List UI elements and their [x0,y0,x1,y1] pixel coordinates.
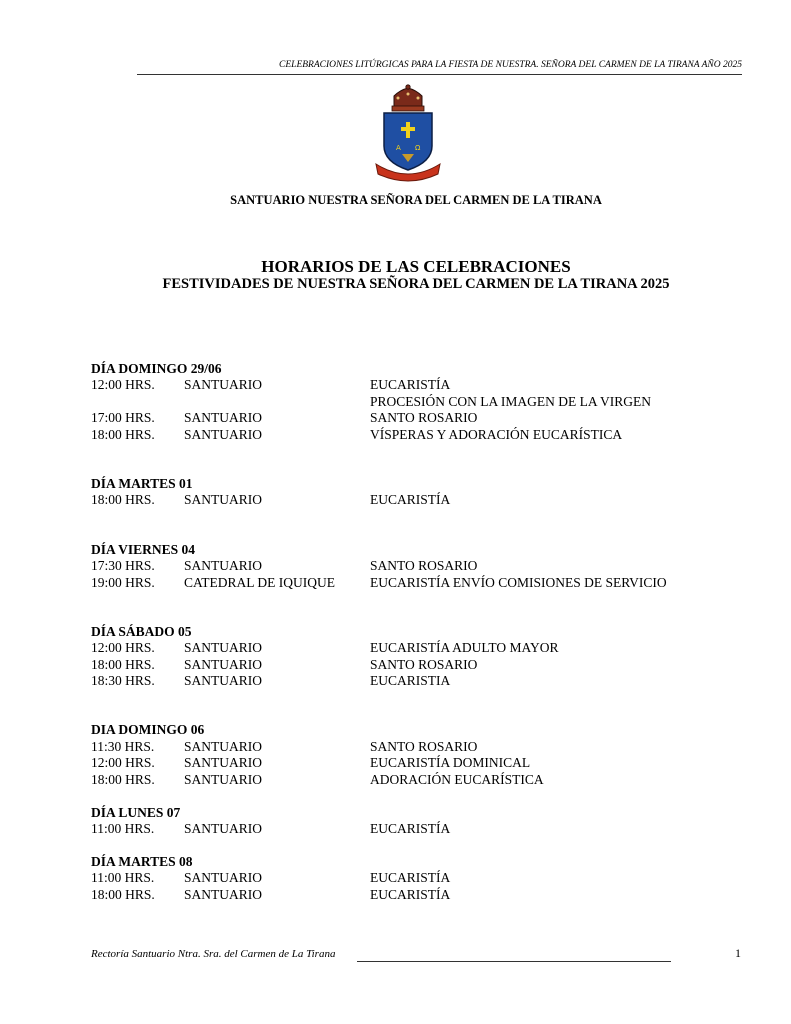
row-place: SANTUARIO [184,820,263,836]
row-event: SANTO ROSARIO [370,738,478,754]
schedule-row [91,640,731,656]
row-time: 11:30 HRS. [91,738,155,754]
row-place: SANTUARIO [184,656,263,672]
row-time: 17:00 HRS. [91,410,155,426]
schedule [91,361,731,903]
row-event: PROCESIÓN CON LA IMAGEN DE LA VIRGEN [370,393,652,409]
day-block [91,805,731,838]
footer-text: Rectoría Santuario Ntra. Sra. del Carmen de La Tirana [91,948,336,960]
day-block [91,361,731,443]
schedule-row [91,410,731,426]
day-title: DÍA DOMINGO 29/06 [91,361,222,376]
row-event: EUCARISTÍA [370,886,451,902]
schedule-row [91,492,731,508]
row-event: EUCARISTÍA [370,377,451,393]
svg-text:A: A [396,144,401,152]
row-place: SANTUARIO [184,492,263,508]
sanctuary-name: SANTUARIO NUESTRA SEÑORA DEL CARMEN DE LA TIRANA [230,193,602,207]
header-divider [137,74,742,75]
row-event: EUCARISTIA [370,673,451,689]
row-event: VÍSPERAS Y ADORACIÓN EUCARÍSTICA [370,426,623,442]
day-title: DIA DOMINGO 06 [91,722,205,738]
row-place: CATEDRAL DE IQUIQUE [184,574,335,590]
row-place: SANTUARIO [184,640,263,656]
row-time: 18:00 HRS. [91,426,155,442]
schedule-row [91,887,731,903]
schedule-row [91,558,731,574]
row-place: SANTUARIO [184,377,263,393]
day-title: DÍA MARTES 01 [91,475,193,491]
day-block [91,854,731,903]
row-event: SANTO ROSARIO [370,410,478,426]
day-block [91,624,731,690]
day-title: DÍA VIERNES 04 [91,541,196,557]
row-place: SANTUARIO [184,870,263,886]
day-title: DÍA MARTES 08 [91,853,193,869]
row-place: SANTUARIO [184,755,263,771]
row-event: ADORACIÓN EUCARÍSTICA [370,771,544,787]
schedule-row [91,821,731,837]
day-title: DÍA LUNES 07 [91,804,181,820]
schedule-row [91,755,731,771]
row-place: SANTUARIO [184,558,263,574]
row-place: SANTUARIO [184,738,263,754]
row-time: 12:00 HRS. [91,755,155,771]
row-place: SANTUARIO [184,771,263,787]
row-time: 18:00 HRS. [91,492,155,508]
schedule-row [91,427,731,443]
row-time: 18:30 HRS. [91,673,155,689]
row-place: SANTUARIO [184,673,263,689]
row-event: EUCARISTÍA DOMINICAL [370,755,531,771]
row-time: 11:00 HRS. [91,820,155,836]
row-place: SANTUARIO [184,426,263,442]
row-event: EUCARISTÍA ENVÍO COMISIONES DE SERVICIO [370,574,667,590]
schedule-row [91,394,731,410]
schedule-row [91,575,731,591]
row-time: 18:00 HRS. [91,886,155,902]
schedule-row [91,657,731,673]
page-number: 1 [735,946,741,960]
schedule-row [91,673,731,689]
day-title: DÍA SÁBADO 05 [91,623,192,639]
schedule-row [91,772,731,788]
day-block [91,542,731,591]
sanctuary-crest-icon [372,84,444,184]
row-event: EUCARISTÍA [370,492,451,508]
page-subtitle: FESTIVIDADES DE NUESTRA SEÑORA DEL CARMEN DE LA TIRANA 2025 [162,276,670,292]
row-event: EUCARISTÍA [370,820,451,836]
footer-divider [357,961,671,962]
schedule-row [91,377,731,393]
row-time: 18:00 HRS. [91,656,155,672]
page-title: HORARIOS DE LAS CELEBRACIONES [261,257,571,276]
row-time: 17:30 HRS. [91,558,155,574]
row-time: 19:00 HRS. [91,574,155,590]
row-event: EUCARISTÍA [370,870,451,886]
row-event: SANTO ROSARIO [370,656,478,672]
svg-text:Ω: Ω [415,144,421,152]
day-block [91,722,731,788]
running-header: CELEBRACIONES LITÚRGICAS PARA LA FIESTA DE NUESTRA. SEÑORA DEL CARMEN DE LA TIRANA AÑO 2025 [279,60,742,70]
row-time: 12:00 HRS. [91,377,155,393]
row-time: 12:00 HRS. [91,640,155,656]
row-time: 11:00 HRS. [91,870,155,886]
row-event: SANTO ROSARIO [370,558,478,574]
row-place: SANTUARIO [184,886,263,902]
row-place: SANTUARIO [184,410,263,426]
schedule-row [91,739,731,755]
row-time: 18:00 HRS. [91,771,155,787]
day-block [91,476,731,509]
schedule-row [91,870,731,886]
row-event: EUCARISTÍA ADULTO MAYOR [370,640,559,656]
